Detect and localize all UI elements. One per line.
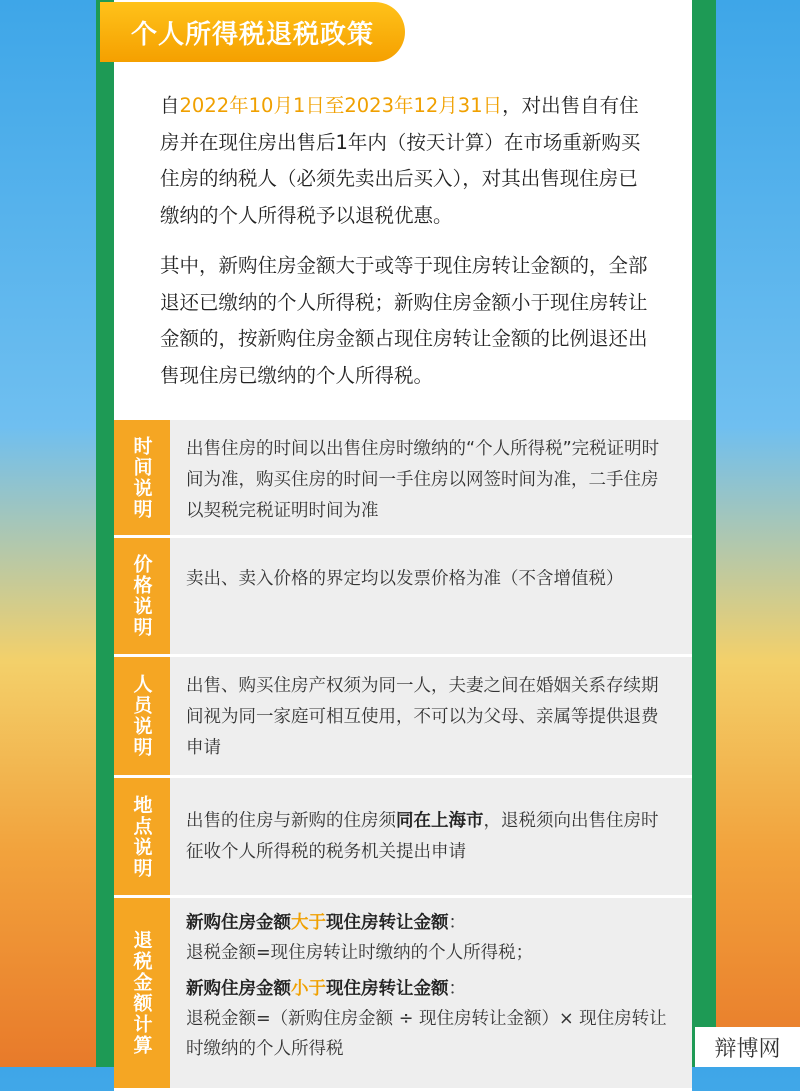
- table-row: [114, 898, 692, 1091]
- table-row: [114, 538, 692, 657]
- intro-paragraph-1: [160, 88, 650, 234]
- row-content-price: 卖出、卖入价格的界定均以发票价格为准（不含增值税）: [186, 569, 624, 589]
- row-label-location: 地点说明: [114, 778, 170, 895]
- table-row: [114, 778, 692, 898]
- intro-section: [160, 88, 650, 408]
- date-range-highlight: 2022年10月1日至2023年12月31日: [179, 94, 503, 117]
- table-row: [114, 420, 692, 538]
- page-title: 个人所得税退税政策: [100, 2, 405, 62]
- intro-text: ，对出售自有住房并在现住房出售后1年内（按天计算）在市场重新购买住房的纳税人（必须先卖出后买入），对其出售现住房已缴纳的个人所得税予以退税优惠。: [160, 94, 641, 227]
- row-label-time: 时间说明: [114, 420, 170, 535]
- policy-details-table: [114, 420, 692, 1091]
- case-greater-heading: 新购住房金额大于现住房转让金额：: [186, 913, 466, 933]
- site-watermark: 辩博网: [695, 1027, 800, 1067]
- table-row: [114, 657, 692, 778]
- row-content-person: 出售、购买住房产权须为同一人，夫妻之间在婚姻关系存续期间视为同一家庭可相互使用，不可以为父母、亲属等提供退费申请: [186, 676, 659, 758]
- case-greater-formula: 退税金额=现住房转让时缴纳的个人所得税；: [186, 943, 534, 963]
- row-label-person: 人员说明: [114, 657, 170, 775]
- row-content-calculation: [170, 898, 692, 1088]
- row-label-price: 价格说明: [114, 538, 170, 654]
- case-less-formula: 退税金额=（新购住房金额 ÷ 现住房转让金额）× 现住房转让时缴纳的个人所得税: [186, 1009, 667, 1059]
- row-content-time: 出售住房的时间以出售住房时缴纳的“个人所得税”完税证明时间为准，购买住房的时间一手住房以网签时间为准，二手住房以契税完税证明时间为准: [186, 439, 660, 521]
- shanghai-highlight: 同在上海市: [396, 811, 484, 831]
- row-content-location: 出售的住房与新购的住房须同在上海市，退税须向出售住房时征收个人所得税的税务机关提出申请: [186, 811, 659, 862]
- intro-prefix: 自: [160, 94, 180, 117]
- row-label-calculation: 退税金额计算: [114, 898, 170, 1088]
- intro-paragraph-2: 其中，新购住房金额大于或等于现住房转让金额的，全部退还已缴纳的个人所得税；新购住房金额小于现住房转让金额的，按新购住房金额占现住房转让金额的比例退还出售现住房已缴纳的个人所得税。: [160, 254, 648, 387]
- case-less-heading: 新购住房金额小于现住房转让金额：: [186, 979, 466, 999]
